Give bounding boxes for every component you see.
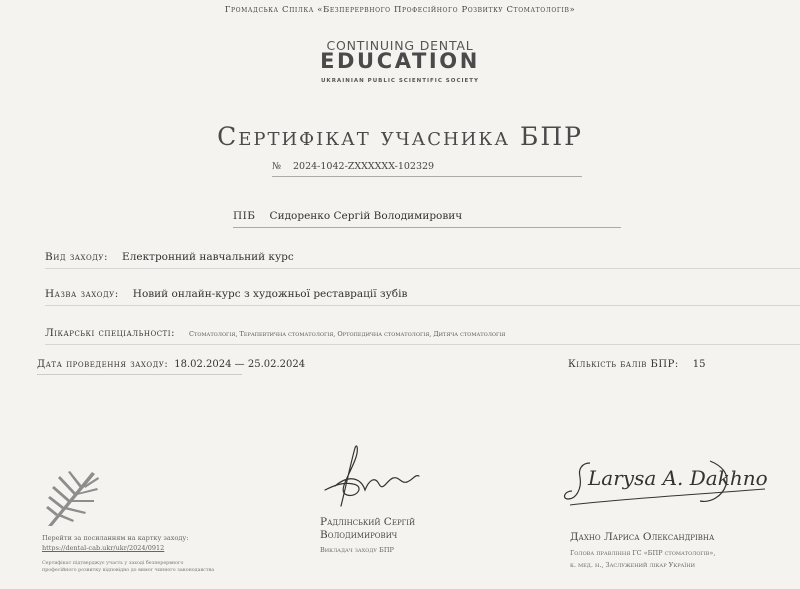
number-label: № [272,161,281,172]
certificate-title: Сертифікат учасника БПР [217,122,583,151]
date-value: 18.02.2024 — 25.02.2024 [174,359,306,370]
pib-row [233,210,621,228]
signature-1 [315,440,425,519]
event-type-label: Вид заходу: [45,251,109,263]
date-label: Дата проведення заходу: [37,359,169,370]
fine-print: Сертифікат підтверджує участь у заході безперервного професійного розвитку відповідно до вимог чинного законодавства [42,561,215,573]
leaf-emblem-icon [42,468,100,532]
pib-value: Сидоренко Сергій Володимирович [269,210,463,222]
event-link-url[interactable]: https://dental-cab.ukr/ukr/2024/0912 [42,544,165,552]
event-name-value: Новий онлайн-курс з художньої реставрації зубів [132,288,408,300]
signature-2-text: Larysa A. Dakhno [588,466,768,490]
score-label: Кількість балів БПР: [568,359,679,370]
event-name-row [45,288,800,306]
score-row [568,359,705,370]
signer-1-role: Викладач заходу БПР [320,546,394,554]
signer-2-role-line-2: к. мед. н., Заслужений лікар України [570,561,696,569]
signer-1-name: Радлінський Сергій Володимирович [320,516,416,541]
event-type-value: Електронний навчальний курс [122,251,294,263]
specialties-label: Лікарські спеціальності: [45,327,176,339]
pib-label: ПІБ [233,210,256,222]
score-value: 15 [692,359,706,370]
event-link-caption: Перейти за посиланням на картку заходу: [42,534,189,542]
event-type-row [45,251,800,269]
event-link-block [42,533,188,553]
event-name-label: Назва заходу: [45,288,119,300]
logo-line-2: EDUCATION [320,49,480,73]
number-value: 2024-1042-ZXXXXXX-102329 [293,161,435,172]
date-row [37,359,305,370]
signer-2-role-line-1: Голова правління ГС «БПР стоматологів», [570,549,716,557]
date-underline [37,374,242,375]
logo-line-1: CONTINUING DENTAL [326,38,474,53]
specialties-value: Стоматологія, Терапевтична стоматологія, Ортопедична стоматологія, Дитяча стоматологія [189,330,506,338]
organization-name: Громадська Спілка «Безперервного Професійного Розвитку Стоматологів» [224,5,576,15]
certificate-number [272,161,582,177]
signer-2-role [570,547,715,571]
signer-2-name: Дахно Лариса Олександрівна [570,531,715,543]
signature-2 [560,455,770,519]
logo-line-3: UKRAINIAN PUBLIC SCIENTIFIC SOCIETY [320,78,480,84]
specialties-row [45,327,800,345]
